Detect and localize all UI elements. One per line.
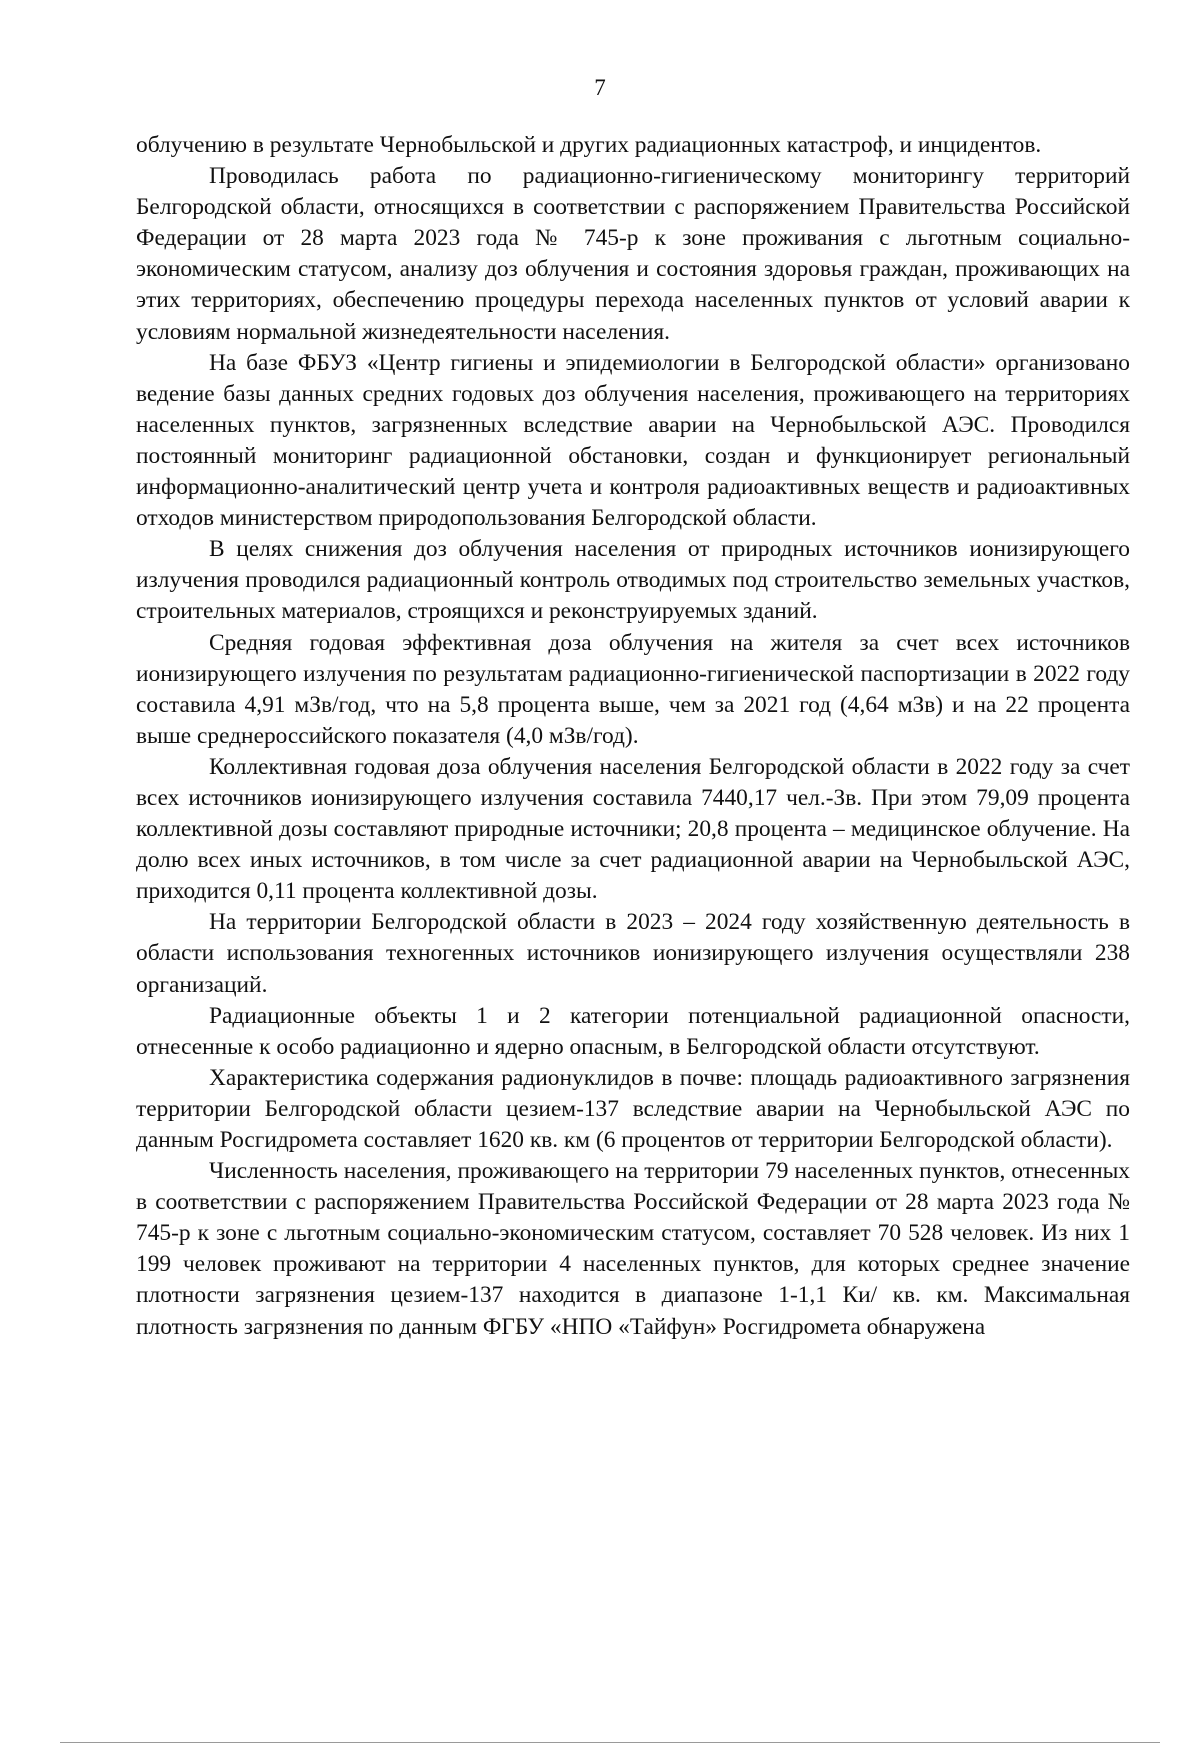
paragraph: облучению в результате Чернобыльской и других радиационных катастроф, и инцидентов. — [136, 132, 1042, 158]
paragraph: Численность населения, проживающего на территории 79 населенных пунктов, отнесенных в соответствии с распоряжением Правительства Российской Федерации от 28 марта 2023 года № 745-р к зоне с льготным социально-экономическим статусом, составляет 70 528 человек. Из них 1 199 человек проживают на территории 4 населенных пунктов, для которых среднее значение плотности загрязнения цезием-137 находится в диапазоне 1-1,1 Ки/ кв. км. Максимальная плотность загрязнения по данным ФГБУ «НПО «Тайфун» Росгидромета обнаружена — [136, 1158, 1130, 1340]
body-text — [136, 130, 1130, 1343]
paragraph: Средняя годовая эффективная доза облучения на жителя за счет всех источников ионизирующего излучения по результатам радиационно-гигиенической паспортизации в 2022 году составила 4,91 мЗв/год, что на 5,8 процента выше, чем за 2021 год (4,64 мЗв) и на 22 процента выше среднероссийского показателя (4,0 мЗв/год). — [136, 629, 1130, 749]
paragraph: На базе ФБУЗ «Центр гигиены и эпидемиологии в Белгородской области» организовано ведение базы данных средних годовых доз облучения населения, проживающего на территориях населенных пунктов, загрязненных вследствие аварии на Чернобыльской АЭС. Проводился постоянный мониторинг радиационной обстановки, создан и функционирует региональный информационно-аналитический центр учета и контроля радиоактивных веществ и радиоактивных отходов министерством природопользования Белгородской области. — [136, 349, 1130, 532]
paragraph: На территории Белгородской области в 2023 – 2024 году хозяйственную деятельность в области использования техногенных источников ионизирующего излучения осуществляли 238 организаций. — [136, 909, 1130, 998]
paragraph: Проводилась работа по радиационно-гигиеническому мониторингу территорий Белгородской области, относящихся в соответствии с распоряжением Правительства Российской Федерации от 28 марта 2023 года № 745-р к зоне проживания с льготным социально-экономическим статусом, анализу доз облучения и состояния здоровья граждан, проживающих на этих территориях, обеспечению процедуры перехода населенных пунктов от условий аварии к условиям нормальной жизнедеятельности населения. — [136, 163, 1130, 345]
paragraph: Характеристика содержания радионуклидов в почве: площадь радиоактивного загрязнения территории Белгородской области цезием-137 вследствие аварии на Чернобыльской АЭС по данным Росгидромета составляет 1620 кв. км (6 процентов от территории Белгородской области). — [136, 1064, 1130, 1153]
page-number: 7 — [594, 75, 606, 100]
paragraph: Коллективная годовая доза облучения населения Белгородской области в 2022 году за счет всех источников ионизирующего излучения составила 7440,17 чел.-Зв. При этом 79,09 процента коллективной дозы составляют природные источники; 20,8 процента – медицинское облучение. На долю всех иных источников, в том числе за счет радиационной аварии на Чернобыльской АЭС, приходится 0,11 процента коллективной дозы. — [136, 753, 1130, 905]
paragraph: Радиационные объекты 1 и 2 категории потенциальной радиационной опасности, отнесенные к особо радиационно и ядерно опасным, в Белгородской области отсутствуют. — [136, 1002, 1130, 1060]
bottom-divider — [60, 1742, 1160, 1743]
paragraph: В целях снижения доз облучения населения от природных источников ионизирующего излучения проводился радиационный контроль отводимых под строительство земельных участков, строительных материалов, строящихся и реконструируемых зданий. — [136, 536, 1130, 625]
